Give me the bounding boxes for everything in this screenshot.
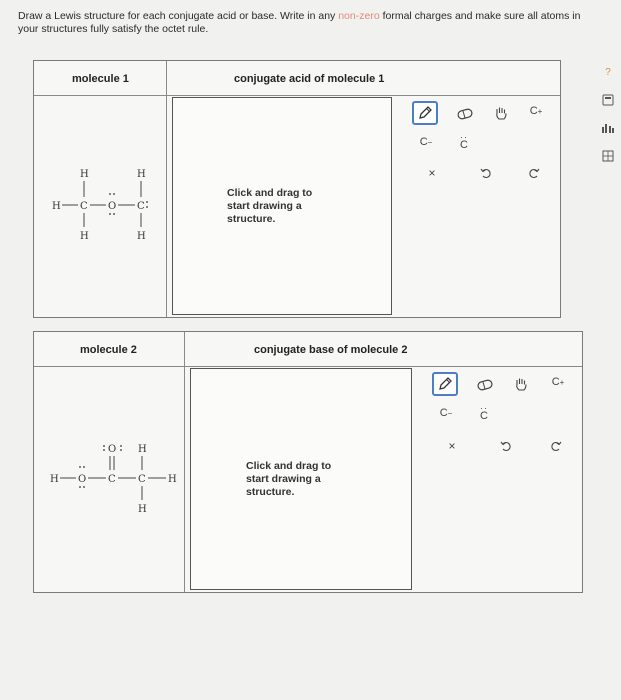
periodic-table-button[interactable] bbox=[601, 150, 615, 162]
lone-pair-dots: ·· bbox=[480, 403, 488, 413]
carbene-tool-button[interactable]: ·· C bbox=[460, 132, 468, 151]
lone-pair-dots: ·· bbox=[460, 132, 468, 142]
svg-text:H: H bbox=[52, 201, 61, 212]
hand-tool-button[interactable] bbox=[490, 103, 512, 123]
redo-button[interactable] bbox=[548, 438, 564, 454]
close-icon: × bbox=[428, 166, 436, 180]
canvas-hint: Click and drag to start drawing a structure. bbox=[246, 459, 332, 498]
svg-text:O: O bbox=[108, 201, 117, 212]
svg-text:H: H bbox=[50, 474, 59, 485]
svg-text:O: O bbox=[78, 474, 87, 485]
calculator-button[interactable] bbox=[601, 94, 615, 106]
svg-text:C: C bbox=[108, 474, 116, 485]
svg-text:H: H bbox=[80, 231, 89, 242]
clear-button[interactable] bbox=[424, 165, 440, 181]
periodic-table-icon bbox=[602, 150, 614, 162]
conjugate-base-header: conjugate base of molecule 2 bbox=[254, 344, 408, 356]
eraser-tool-button[interactable] bbox=[454, 105, 476, 123]
help-button[interactable] bbox=[601, 66, 615, 78]
canvas-hint: Click and drag to start drawing a structure. bbox=[227, 186, 313, 225]
undo-icon bbox=[500, 440, 512, 452]
undo-button[interactable] bbox=[478, 165, 494, 181]
molecule-2-structure bbox=[44, 436, 184, 516]
redo-icon bbox=[550, 440, 562, 452]
carbanion-tool-button[interactable]: C − bbox=[419, 136, 433, 148]
svg-text:H: H bbox=[137, 169, 146, 180]
svg-text:C: C bbox=[137, 201, 145, 212]
table-molecule-1 bbox=[33, 60, 561, 318]
eraser-icon bbox=[476, 379, 494, 391]
eraser-icon bbox=[456, 108, 474, 120]
pencil-tool-button[interactable] bbox=[432, 372, 458, 396]
drawing-canvas-base[interactable] bbox=[190, 368, 412, 590]
redo-icon bbox=[528, 167, 540, 179]
pencil-icon bbox=[417, 105, 433, 121]
molecule-2-header: molecule 2 bbox=[80, 344, 137, 356]
calculator-icon bbox=[602, 94, 614, 106]
molecule-1-structure bbox=[46, 161, 161, 251]
clear-button[interactable] bbox=[444, 438, 460, 454]
svg-text:O: O bbox=[108, 444, 117, 455]
table-molecule-2 bbox=[33, 331, 583, 593]
molecule-1-header: molecule 1 bbox=[72, 73, 129, 85]
svg-text:H: H bbox=[137, 231, 146, 242]
question-icon: ? bbox=[605, 66, 611, 78]
eraser-tool-button[interactable] bbox=[474, 376, 496, 394]
carbanion-tool-button[interactable]: C − bbox=[439, 407, 453, 419]
redo-button[interactable] bbox=[526, 165, 542, 181]
svg-text:H: H bbox=[138, 504, 147, 515]
bar-chart-icon bbox=[601, 122, 615, 134]
svg-text:C: C bbox=[80, 201, 88, 212]
svg-text:C: C bbox=[138, 474, 146, 485]
carbene-tool-button[interactable]: ·· C bbox=[480, 403, 488, 422]
hand-tool-button[interactable] bbox=[510, 374, 532, 394]
carbocation-tool-button[interactable]: C + bbox=[529, 105, 543, 117]
data-button[interactable] bbox=[601, 122, 615, 134]
svg-text:H: H bbox=[80, 169, 89, 180]
carbocation-tool-button[interactable]: C + bbox=[551, 376, 565, 388]
undo-button[interactable] bbox=[498, 438, 514, 454]
hand-icon bbox=[513, 376, 529, 392]
drawing-canvas-acid[interactable] bbox=[172, 97, 392, 315]
pencil-tool-button[interactable] bbox=[412, 101, 438, 125]
conjugate-acid-header: conjugate acid of molecule 1 bbox=[234, 73, 385, 85]
svg-text:H: H bbox=[168, 474, 177, 485]
svg-text:H: H bbox=[138, 444, 147, 455]
hand-icon bbox=[493, 105, 509, 121]
instructions: Draw a Lewis structure for each conjugate acid or base. Write in any non-zero formal charges and make sure all atoms in your structures fully satisfy the octet rule. bbox=[18, 10, 581, 35]
pencil-icon bbox=[437, 376, 453, 392]
close-icon: × bbox=[448, 439, 456, 453]
undo-icon bbox=[480, 167, 492, 179]
